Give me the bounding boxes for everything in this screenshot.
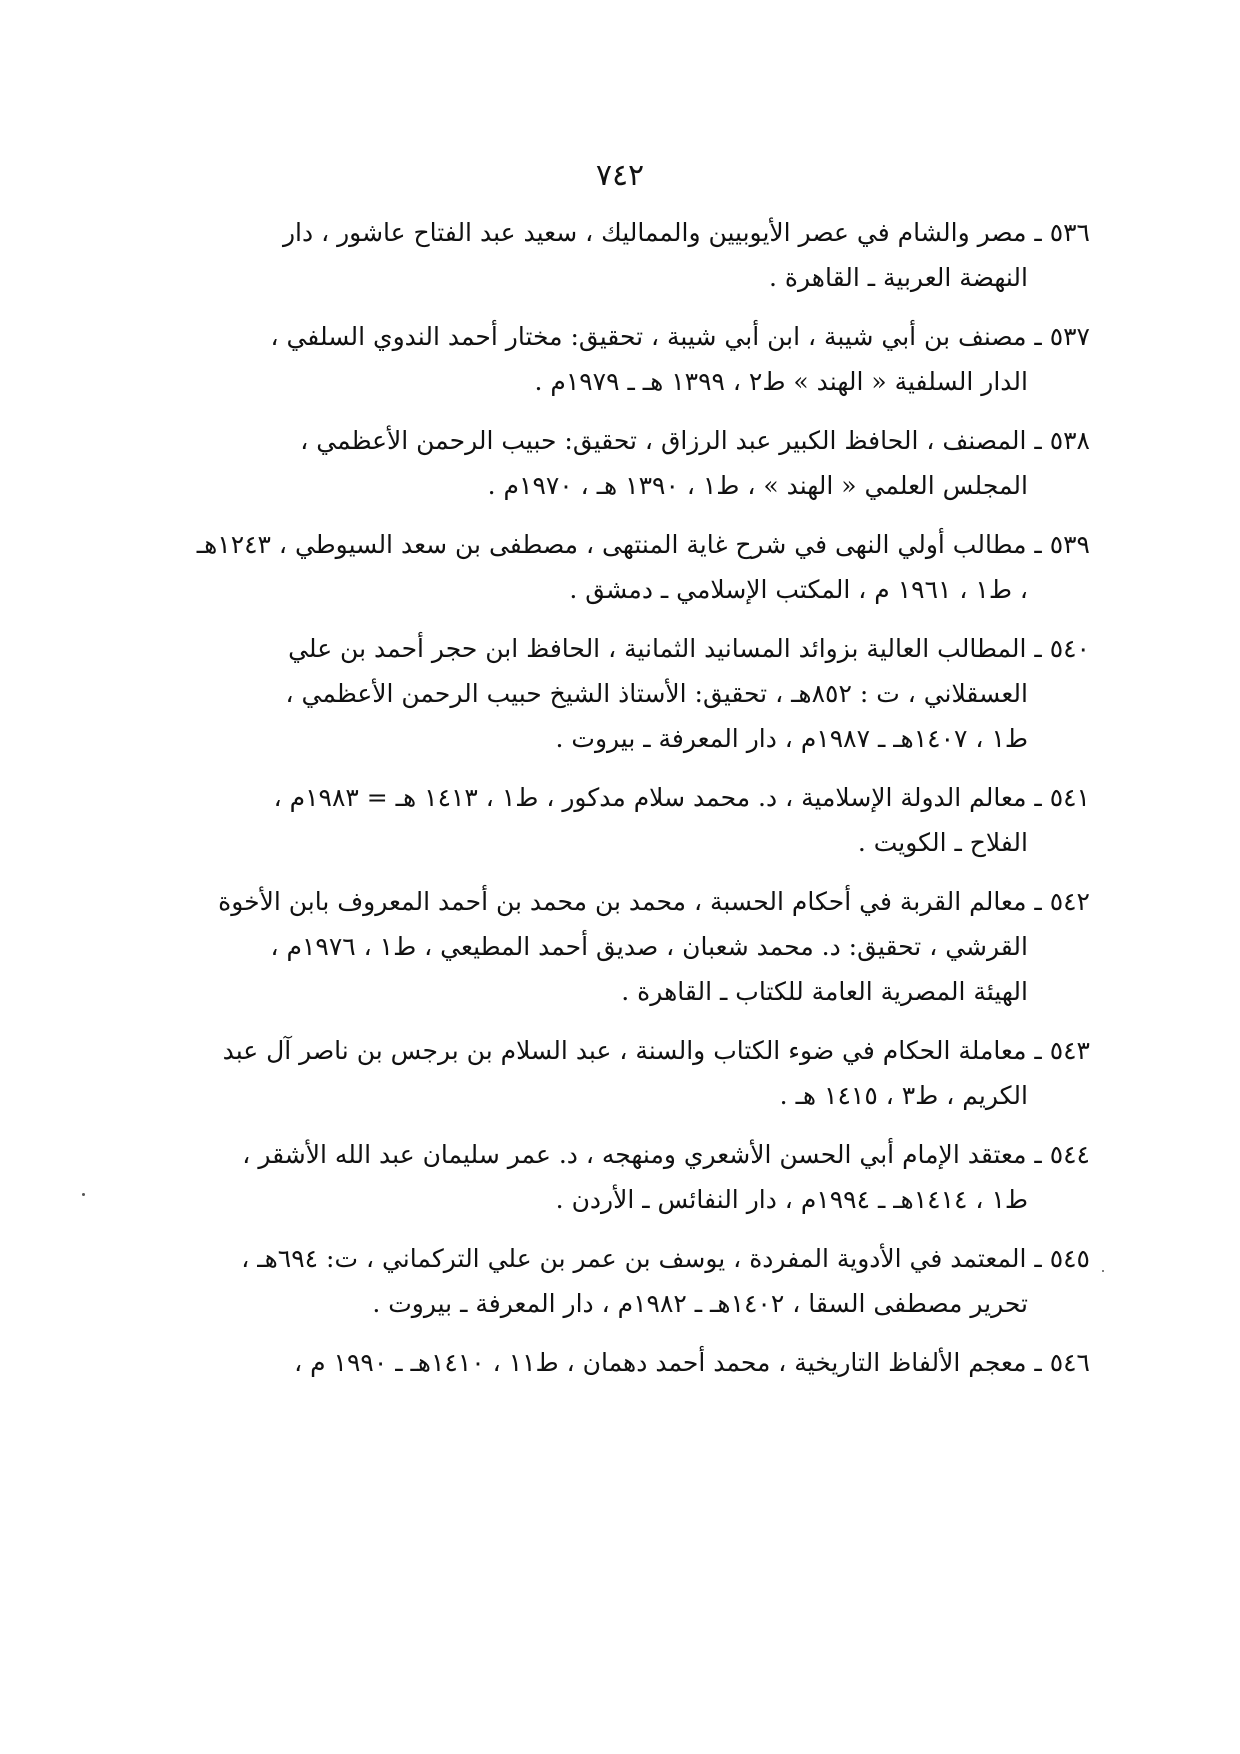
bibliography-entry-546 [150, 1340, 1090, 1385]
bibliography-entry-540 [150, 626, 1090, 761]
bibliography-entry-545 [150, 1236, 1090, 1326]
entry-line: ٥٣٨ ـ المصنف ، الحافظ الكبير عبد الرزاق ، تحقيق: حبيب الرحمن الأعظمي ، [300, 426, 1090, 455]
entry-line: ٥٣٧ ـ مصنف بن أبي شيبة ، ابن أبي شيبة ، تحقيق: مختار أحمد الندوي السلفي ، [270, 322, 1090, 351]
bibliography-entry-541 [150, 775, 1090, 865]
entry-line: ٥٤٣ ـ معاملة الحكام في ضوء الكتاب والسنة ، عبد السلام بن برجس بن ناصر آل عبد [222, 1036, 1090, 1065]
page-number: ٧٤٢ [595, 158, 645, 193]
bibliography-entry-543 [150, 1028, 1090, 1118]
bibliography-entry-537 [150, 314, 1090, 404]
entry-line: القرشي ، تحقيق: د. محمد شعبان ، صديق أحمد المطيعي ، ط١ ، ١٩٧٦م ، [270, 932, 1028, 961]
entry-line: الكريم ، ط٣ ، ١٤١٥ هـ . [779, 1081, 1028, 1110]
bibliography-entry-538 [150, 418, 1090, 508]
entry-line: ٥٣٦ ـ مصر والشام في عصر الأيوبيين والمماليك ، سعيد عبد الفتاح عاشور ، دار [282, 218, 1090, 247]
bibliography-entry-544 [150, 1132, 1090, 1222]
entry-line: العسقلاني ، ت : ٨٥٢هـ ، تحقيق: الأستاذ الشيخ حبيب الرحمن الأعظمي ، [285, 679, 1028, 708]
entry-line: ٥٤١ ـ معالم الدولة الإسلامية ، د. محمد سلام مدكور ، ط١ ، ١٤١٣ هـ = ١٩٨٣م ، [273, 783, 1090, 812]
entry-line: ٥٤٢ ـ معالم القربة في أحكام الحسبة ، محمد بن محمد بن أحمد المعروف بابن الأخوة [218, 887, 1090, 916]
entry-line: ٥٤٤ ـ معتقد الإمام أبي الحسن الأشعري ومنهجه ، د. عمر سليمان عبد الله الأشقر ، [242, 1140, 1090, 1169]
entry-line: الفلاح ـ الكويت . [857, 828, 1028, 857]
bibliography-entry-539 [150, 522, 1090, 612]
entry-line: ط١ ، ١٤٠٧هـ ـ ١٩٨٧م ، دار المعرفة ـ بيروت . [555, 724, 1028, 753]
bibliography-entry-542 [150, 879, 1090, 1014]
scan-speck [1102, 1270, 1104, 1272]
entry-line: ط١ ، ١٤١٤هـ ـ ١٩٩٤م ، دار النفائس ـ الأردن . [555, 1185, 1028, 1214]
entry-line: النهضة العربية ـ القاهرة . [769, 263, 1028, 292]
entry-line: الهيئة المصرية العامة للكتاب ـ القاهرة . [621, 977, 1028, 1006]
entry-line: ، ط١ ، ١٩٦١ م ، المكتب الإسلامي ـ دمشق . [569, 575, 1028, 604]
entry-line: ٥٣٩ ـ مطالب أولي النهى في شرح غاية المنتهى ، مصطفى بن سعد السيوطي ، ١٢٤٣هـ [196, 530, 1090, 559]
entry-line: ٥٤٥ ـ المعتمد في الأدوية المفردة ، يوسف بن عمر بن علي التركماني ، ت: ٦٩٤هـ ، [241, 1244, 1090, 1273]
entry-line: ٥٤٠ ـ المطالب العالية بزوائد المسانيد الثمانية ، الحافظ ابن حجر أحمد بن علي [288, 634, 1090, 663]
entry-line: تحرير مصطفى السقا ، ١٤٠٢هـ ـ ١٩٨٢م ، دار المعرفة ـ بيروت . [372, 1289, 1028, 1318]
entry-line: الدار السلفية « الهند » ط٢ ، ١٣٩٩ هـ ـ ١٩٧٩م . [534, 367, 1028, 396]
entry-line: ٥٤٦ ـ معجم الألفاظ التاريخية ، محمد أحمد دهمان ، ط١١ ، ١٤١٠هـ ـ ١٩٩٠ م ، [294, 1348, 1090, 1377]
entry-line: المجلس العلمي « الهند » ، ط١ ، ١٣٩٠ هـ ، ١٩٧٠م . [487, 471, 1028, 500]
bibliography-entry-536 [150, 210, 1090, 300]
bibliography-list [150, 210, 1090, 1399]
scan-speck [82, 1193, 85, 1196]
